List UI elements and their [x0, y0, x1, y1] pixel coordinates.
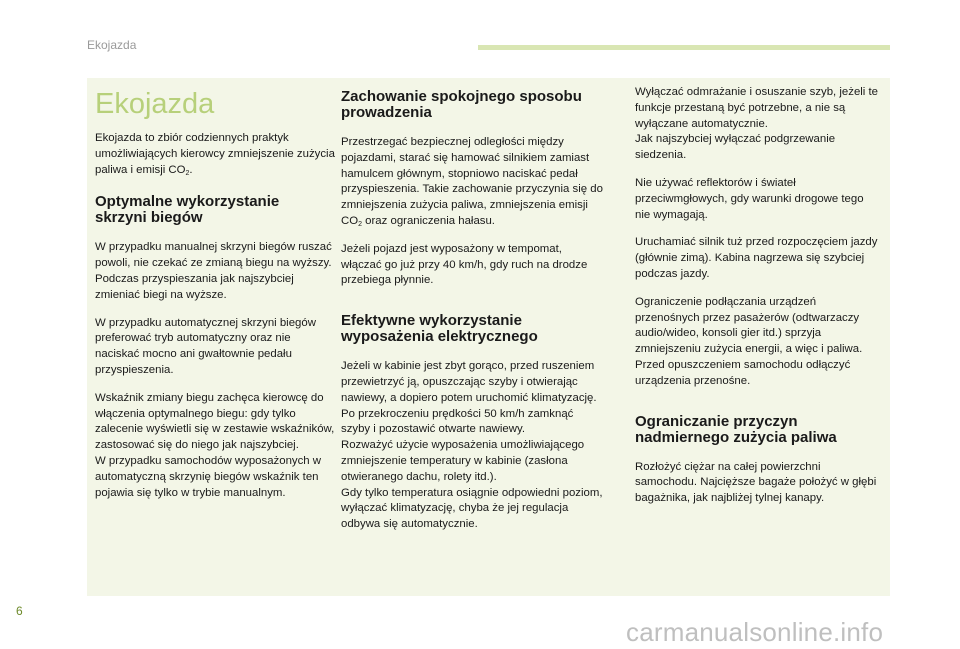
paragraph-air-conditioning: [341, 359, 603, 533]
section-header-bar: [478, 45, 890, 50]
heading-gearbox: Optymalne wykorzystanie skrzyni biegów: [95, 193, 280, 227]
page-number: 6: [16, 604, 23, 618]
paragraph-automatic-gearbox: W przypadku automatycznej skrzyni biegów preferować tryb automatyczny oraz nie naciskać mocno ani gwałtownie pedału przyspieszenia.: [95, 316, 316, 376]
section-header-label: Ekojazda: [87, 38, 137, 52]
paragraph-safe-distance: [341, 135, 603, 230]
safe-distance-subscript: 2: [358, 220, 362, 228]
heading-calm-driving: Zachowanie spokojnego sposobu prowadzenia: [341, 88, 582, 121]
paragraph-luggage: Rozłożyć ciężar na całej powierzchni samochodu. Najcięższe bagaże położyć w głębi bagażnika, jak najbliżej tylnej kanapy.: [635, 460, 877, 505]
site-watermark: carmanualsonline.info: [626, 617, 884, 647]
column-right: [635, 78, 880, 519]
paragraph-lights: Nie używać reflektorów i świateł przeciwmgłowych, gdy warunki drogowe tego nie wymagają.: [635, 176, 864, 221]
paragraph-manual-gearbox: W przypadku manualnej skrzyni biegów ruszać powoli, nie czekać ze zmianą biegu na wyższy. Podczas przyspieszania jak najszybciej zmieniać biegi na wyższe.: [95, 241, 332, 301]
column-middle: [341, 78, 603, 533]
paragraph-cruise-control: Jeżeli pojazd jest wyposażony w tempomat, włączać go już przy 40 km/h, gdy ruch na drodze przebiega płynnie.: [341, 242, 588, 287]
paragraph-engine-start: Uruchamiać silnik tuż przed rozpoczęciem jazdy (głównie zimą). Kabina nagrzewa się szybciej podczas jazdy.: [635, 236, 878, 280]
gear-indicator-auto-text: W przypadku samochodów wyposażonych w automatyczną skrzynię biegów wskaźnik ten pojawia się tylko w trybie manualnym.: [95, 454, 322, 499]
paragraph-defrost: [635, 85, 880, 164]
intro-text: Ekojazda to zbiór codziennych praktyk umożliwiających kierowcy zmniejszenie zużycia paliwa i emisji CO: [95, 132, 335, 176]
defrost-text: Wyłączać odmrażanie i osuszanie szyb, jeżeli te funkcje przestaną być potrzebne, a nie są wyłączane automatycznie.: [635, 86, 879, 130]
intro-subscript: 2: [185, 169, 190, 177]
safe-distance-text: Przestrzegać bezpiecznej odległości między pojazdami, starać się hamować silnikiem zamiast hamulcem głównym, stopniowo naciskać pedał przyspieszenia. Takie zachowanie przyczynia się do zmniejszenia zużycia paliwa, zmniejszenia emisji CO: [341, 136, 603, 227]
intro-paragraph: [95, 131, 335, 178]
paragraph-gear-indicator: [95, 391, 335, 502]
intro-end: .: [189, 163, 193, 176]
safe-distance-end: oraz ograniczenia hałasu.: [362, 214, 495, 227]
devices-text-b: Przed opuszczeniem samochodu odłączyć urządzenia przenośne.: [635, 358, 851, 387]
ac-text-d: Gdy tylko temperatura osiągnie odpowiedni poziom, wyłączać klimatyzację, chyba że jej regulacja odbywa się automatycznie.: [341, 486, 603, 531]
paragraph-portable-devices: [635, 295, 880, 390]
column-left: [95, 78, 335, 501]
seat-heating-text: Jak najszybciej wyłączać podgrzewanie siedzenia.: [635, 133, 836, 162]
ac-text-c: Rozważyć użycie wyposażenia umożliwiającego zmniejszenie temperatury w kabinie (zasłona otwieranego dachu, rolety itd.).: [341, 439, 585, 483]
gear-indicator-text: Wskaźnik zmiany biegu zachęca kierowcę do włączenia optymalnego biegu: gdy tylko zalecenie wyświetli się w zestawie wskaźników, zastosować się do niego jak najszybciej.: [95, 391, 335, 452]
ac-text-a: Jeżeli w kabinie jest zbyt gorąco, przed ruszeniem przewietrzyć ją, opuszczając szyby i otwierając nawiewy, a dopiero potem uruchomić klimatyzację.: [341, 360, 597, 404]
ac-text-b: Po przekroczeniu prędkości 50 km/h zamknąć szyby i pozostawić otwarte nawiewy.: [341, 407, 574, 436]
heading-electrical-equipment: Efektywne wykorzystanie wyposażenia elektrycznego: [341, 312, 538, 346]
devices-text-a: Ograniczenie podłączania urządzeń przenośnych przez pasażerów (odtwarzaczy audio/wideo, konsoli gier itd.) sprzyja zmniejszeniu zużycia energii, a więc i paliwa.: [635, 295, 863, 356]
page-title: Ekojazda: [95, 88, 215, 120]
heading-excess-consumption: Ograniczanie przyczyn nadmiernego zużycia paliwa: [635, 412, 837, 446]
content-panel: [87, 78, 890, 596]
